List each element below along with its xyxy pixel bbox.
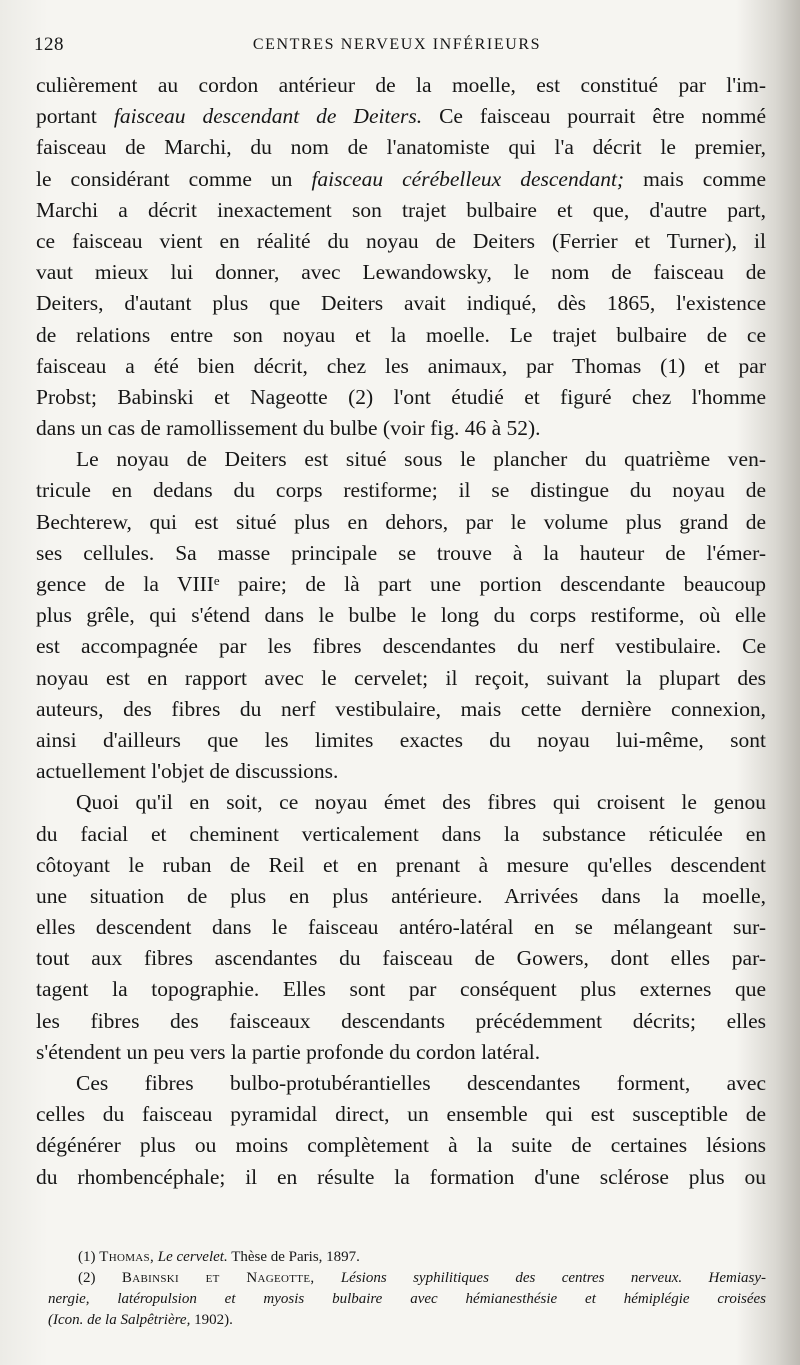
text-line: le considérant comme un faisceau cérébelleux descendant; mais comme: [36, 166, 766, 191]
page-header: [34, 34, 760, 58]
footnote-2-continued: nergie, latéropulsion et myosis bulbaire avec hémianesthésie et hémiplégie croisées: [48, 1291, 766, 1307]
text-line: vaut mieux lui donner, avec Lewandowsky, le nom de faisceau de: [36, 260, 766, 285]
footnote-title: Lésions syphilitiques des centres nerveux. Hemiasy-: [340, 1270, 767, 1286]
text-line: Deiters, d'autant plus que Deiters avait indiqué, dès 1865, l'existence: [36, 291, 766, 316]
text-line: tout aux fibres ascendantes du faisceau de Gowers, dont elles par-: [36, 946, 766, 971]
text-line: dans un cas de ramollissement du bulbe (voir fig. 46 à 52).: [36, 416, 541, 441]
footnote-2: (2) Babinski et Nageotte, Lésions syphilitiques des centres nerveux. Hemiasy-: [78, 1270, 767, 1286]
text-line: actuellement l'objet de discussions.: [36, 759, 339, 784]
text-line: tagent la topographie. Elles sont par conséquent plus externes que: [36, 977, 766, 1002]
footnote-title: Le cervelet.: [157, 1249, 228, 1265]
text-line: Ces fibres bulbo-protubérantielles descendantes forment, avec: [76, 1071, 766, 1095]
footnote-2-end: (Icon. de la Salpêtrière, 1902).: [48, 1312, 233, 1328]
body-text: [36, 70, 766, 1193]
text-line: dégénérer plus ou moins complètement à la suite de certaines lésions: [36, 1133, 766, 1158]
italic-term: faisceau cérébelleux descendant;: [311, 166, 625, 191]
text-line: Le noyau de Deiters est situé sous le plancher du quatrième ven-: [76, 447, 766, 472]
text-line: Marchi a décrit inexactement son trajet bulbaire et que, d'autre part,: [36, 197, 766, 222]
text-line: tricule en dedans du corps restiforme; il se distingue du noyau de: [36, 478, 766, 503]
text-line: ses cellules. Sa masse principale se trouve à la hauteur de l'émer-: [36, 540, 766, 565]
text-line: faisceau de Marchi, du nom de l'anatomiste qui l'a décrit le premier,: [36, 135, 766, 160]
text-line: ainsi d'ailleurs que les limites exactes du noyau lui-même, sont: [36, 727, 766, 752]
footnote-author: Babinski et Nageotte,: [121, 1270, 315, 1286]
running-title: CENTRES NERVEUX INFÉRIEURS: [252, 36, 542, 53]
footnote-1: (1) Thomas, Le cervelet. Thèse de Paris, 1897.: [78, 1249, 360, 1265]
text-line: une situation de plus en plus antérieure. Arrivées dans la moelle,: [36, 883, 766, 908]
text-line: elles descendent dans le faisceau antéro-latéral en se mélangeant sur-: [36, 915, 766, 940]
footnotes: [48, 1247, 766, 1331]
text-line: s'étendent un peu vers la partie profonde du cordon latéral.: [36, 1039, 541, 1064]
footnote-author: Thomas,: [99, 1249, 154, 1265]
text-line: gence de la VIIIᵉ paire; de là part une portion descendante beaucoup: [36, 572, 766, 596]
text-line: ce faisceau vient en réalité du noyau de Deiters (Ferrier et Turner), il: [36, 228, 766, 253]
text-line: est accompagnée par les fibres descendantes du nerf vestibulaire. Ce: [36, 634, 766, 659]
text-line: de relations entre son noyau et la moelle. Le trajet bulbaire de ce: [36, 322, 766, 347]
text-line: côtoyant le ruban de Reil et en prenant à mesure qu'elles descendent: [36, 852, 766, 877]
text-line: plus grêle, qui s'étend dans le bulbe le long du corps restiforme, où elle: [36, 603, 766, 628]
text-line: celles du faisceau pyramidal direct, un ensemble qui est susceptible de: [36, 1102, 766, 1127]
text-line: Bechterew, qui est situé plus en dehors, par le volume plus grand de: [36, 509, 766, 534]
page-number: 128: [34, 34, 64, 55]
text-line: du rhombencéphale; il en résulte la formation d'une sclérose plus ou: [36, 1164, 766, 1189]
text-line: du facial et cheminent verticalement dans la substance réticulée en: [36, 821, 766, 846]
text-line: auteurs, des fibres du nerf vestibulaire, mais cette dernière connexion,: [36, 696, 766, 721]
text-line: les fibres des faisceaux descendants précédemment décrits; elles: [36, 1008, 766, 1033]
text-line: Probst; Babinski et Nageotte (2) l'ont étudié et figuré chez l'homme: [36, 384, 766, 409]
italic-term: faisceau descendant de Deiters.: [113, 104, 423, 129]
text-line: faisceau a été bien décrit, chez les animaux, par Thomas (1) et par: [36, 353, 766, 378]
text-line: Quoi qu'il en soit, ce noyau émet des fibres qui croisent le genou: [76, 790, 766, 815]
text-line: culièrement au cordon antérieur de la moelle, est constitué par l'im-: [36, 73, 766, 97]
text-line: noyau est en rapport avec le cervelet; il reçoit, suivant la plupart des: [36, 665, 766, 690]
text-line: portant faisceau descendant de Deiters. Ce faisceau pourrait être nommé: [36, 104, 767, 129]
